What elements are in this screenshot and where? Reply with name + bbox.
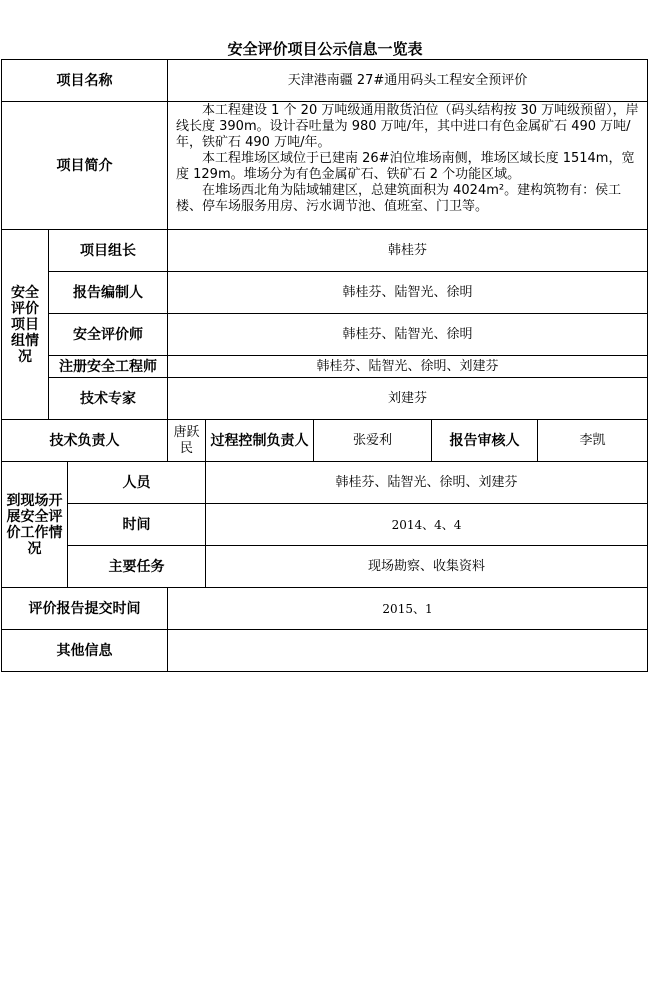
team-row-value: 韩桂芬、陆智光、徐明 xyxy=(168,314,648,356)
site-work-row xyxy=(2,504,648,546)
process-control-label: 过程控制负责人 xyxy=(206,420,314,462)
other-info-row xyxy=(2,630,648,672)
team-row-label: 技术专家 xyxy=(49,378,168,420)
team-row xyxy=(2,230,648,272)
other-info-value xyxy=(168,630,648,672)
info-table xyxy=(1,59,648,672)
reviewer-value: 李凯 xyxy=(538,420,648,462)
team-group-label: 安全评价项目组情况 xyxy=(2,230,49,420)
team-row xyxy=(2,378,648,420)
team-row xyxy=(2,314,648,356)
process-control-value: 张爱利 xyxy=(314,420,432,462)
team-row-label: 注册安全工程师 xyxy=(49,356,168,378)
team-row-label: 报告编制人 xyxy=(49,272,168,314)
team-row-label: 项目组长 xyxy=(49,230,168,272)
site-work-row-value: 现场勘察、收集资料 xyxy=(206,546,648,588)
site-work-row-value: 2014、4、4 xyxy=(206,504,648,546)
site-work-group-label: 到现场开展安全评价工作情况 xyxy=(2,462,68,588)
responsibles-row xyxy=(2,420,648,462)
team-row-value: 韩桂芬、陆智光、徐明 xyxy=(168,272,648,314)
page-title: 安全评价项目公示信息一览表 xyxy=(227,40,423,58)
team-row-value: 韩桂芬 xyxy=(168,230,648,272)
project-name-value: 天津港南疆 27#通用码头工程安全预评价 xyxy=(168,60,648,102)
team-row xyxy=(2,272,648,314)
tech-lead-value: 唐跃民 xyxy=(168,420,206,462)
submit-time-value: 2015、1 xyxy=(168,588,648,630)
site-work-row-label: 主要任务 xyxy=(68,546,206,588)
tech-lead-label: 技术负责人 xyxy=(2,420,168,462)
team-row-label: 安全评价师 xyxy=(49,314,168,356)
site-work-row xyxy=(2,462,648,504)
site-work-row-label: 时间 xyxy=(68,504,206,546)
site-work-row xyxy=(2,546,648,588)
site-work-row-value: 韩桂芬、陆智光、徐明、刘建芬 xyxy=(206,462,648,504)
submit-time-row xyxy=(2,588,648,630)
team-row xyxy=(2,356,648,378)
intro-paragraph: 本工程堆场区域位于已建南 26#泊位堆场南侧，堆场区域长度 1514m，宽度 129m。堆场分为有色金属矿石、铁矿石 2 个功能区域。 xyxy=(176,151,635,182)
project-intro-text xyxy=(168,102,648,230)
project-intro-label: 项目简介 xyxy=(2,102,168,230)
project-name-label: 项目名称 xyxy=(2,60,168,102)
project-intro-row xyxy=(2,102,648,230)
team-row-value: 韩桂芬、陆智光、徐明、刘建芬 xyxy=(168,356,648,378)
reviewer-label: 报告审核人 xyxy=(432,420,538,462)
submit-time-label: 评价报告提交时间 xyxy=(2,588,168,630)
intro-paragraph: 本工程建设 1 个 20 万吨级通用散货泊位（码头结构按 30 万吨级预留），岸线长度 390m。设计吞吐量为 980 万吨/年，其中进口有色金属矿石 490 万吨/年，铁矿石 490 万吨/年。 xyxy=(176,103,639,150)
other-info-label: 其他信息 xyxy=(2,630,168,672)
intro-paragraph: 在堆场西北角为陆域辅建区，总建筑面积为 4024m²。建构筑物有：侯工楼、停车场服务用房、污水调节池、值班室、门卫等。 xyxy=(176,183,622,214)
team-row-value: 刘建芬 xyxy=(168,378,648,420)
project-name-row xyxy=(2,60,648,102)
site-work-row-label: 人员 xyxy=(68,462,206,504)
